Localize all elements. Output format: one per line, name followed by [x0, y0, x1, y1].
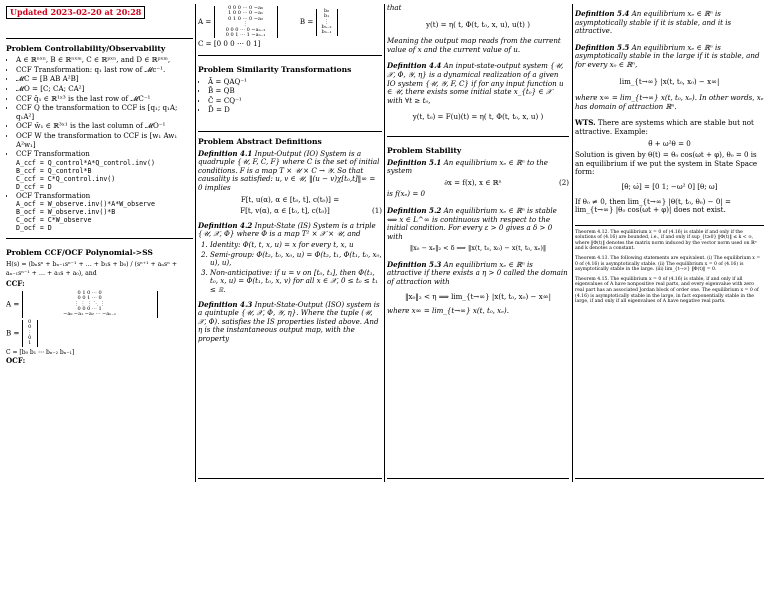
definition-5-3: [387, 261, 569, 287]
text-that: that: [387, 4, 402, 12]
column-2: [198, 4, 382, 482]
equation-stability: ‖x₀ − xₑ‖₂ < δ ⟹ ‖x(t, t₀, x₀) − x(t, t₀, xₑ)‖: [409, 244, 547, 253]
column-4: [575, 4, 764, 482]
definition-heading: Definition 5.2: [387, 205, 442, 215]
controllability-list: [6, 56, 193, 232]
where-text: where x∞ = lim_{t→∞} x(t, t₀, xₑ). In other words, xₑ has domain of attraction ℝⁿ.: [575, 93, 764, 111]
column-divider: [195, 4, 196, 482]
definition-body: An equilibrium xₑ ∈ ℝⁿ is stable ⟺ x ∈ L^∞ is continuous with respect to the initial condition. For every ε > 0 gives a δ > 0 with: [387, 205, 557, 241]
ocf-b-matrix: b₀ b₁ ⋮ bₙ₋₂ bₙ₋₁: [316, 9, 338, 36]
list-item: • D̄ = D: [208, 106, 382, 115]
definition-4-4: [387, 62, 569, 105]
list-item: 2. Semi-group: Φ(t₂, t₀, x₀, u) = Φ(t₂, t₁, Φ(t₁, t₀, x₀, u), u),: [210, 251, 382, 268]
nonexistence-text: If θ₀ ≠ 0, then lim_{t→∞} |θ(t, t₀, θ₀) − 0| = lim_{t→∞} |θ₀ cos(ωt + φ)| does not exist.: [575, 196, 731, 215]
column-divider: [384, 4, 385, 482]
section-rule: [6, 238, 193, 239]
list-item: 3. Non-anticipative: if u = v on [t₀, t₁], then Φ(t₁, t₀, x, u) = Φ(t₁, t₀, x, v) for all x ∈ 𝒳, 0 ≤ t₀ ≤ t₁ ≤ ℝ.: [210, 269, 382, 295]
section-rule: [387, 136, 569, 137]
ocf-ab-matrices: [198, 6, 382, 38]
section-rule: [575, 225, 764, 226]
definition-heading: Definition 5.1: [387, 157, 442, 167]
equation-body: ∂x = f(x), x ∈ ℝⁿ: [444, 177, 502, 187]
section-rule: [198, 55, 382, 56]
list-item: • 𝓜O = [C; CA; CA²]: [16, 85, 193, 94]
meaning-text: Meaning the output map reads from the current value of x and the current value of u.: [387, 36, 561, 54]
column-divider: [572, 4, 573, 482]
definition-body: Input-State-Output (ISO) system is a quintuple {𝒰, 𝒳, Φ, 𝒴, η}. Where the tuple (𝒰, 𝒳, Φ). satisfies the IS properties listed above. And η is the instantaneous output map, with the property: [198, 299, 380, 343]
ccf-c-row: C = [b₀ b₁ ⋯ bₙ₋₂ bₙ₋₁]: [6, 348, 75, 356]
definition-body: An input-state-output system {𝒰, 𝒳, Φ, 𝒴, η} is a dynamical realization of a given IO system {𝒰, 𝒴, F, C} if for any input function u ∈ 𝒰, there exists some initial state x_{t₀} ∈ 𝒳 with ∀t ≥ t₀,: [387, 61, 564, 105]
equation-tag: (1): [371, 206, 382, 216]
list-item: • A ∈ ℝⁿˣⁿ, B ∈ ℝⁿˣᵐ, C ∈ ℝᵖˣⁿ, and D ∈ ℝᵖˣᵐ,: [16, 56, 193, 65]
list-item: • Ā = QAQ⁻¹: [208, 78, 382, 87]
column-3: [387, 4, 569, 482]
equation-body: F[t, v(α), α ∈ [t₀, t], c(t₀)]: [240, 206, 330, 216]
where-text: where x∞ = lim_{t→∞} x(t, t₀, xₑ).: [387, 306, 509, 316]
definition-5-5: [575, 44, 764, 70]
equation-attractive: ‖x₀‖₂ < η ⟹ lim_{t→∞} |x(t, t₀, x₀) − x∞|: [404, 291, 552, 301]
list-item: [16, 150, 193, 191]
wts-body: There are systems which are stable but not attractive. Example:: [575, 118, 754, 136]
definition-body: Input-Output (IO) System is a quadruple {𝒰, F, C, F} where C is the set of initial conditions. F is a map T × 𝒰 × C → 𝒴. So that causality is satisfied: u, v ∈ 𝒰, ‖(u − v)χ[t₀,t]‖∞ = 0 implies: [198, 148, 380, 192]
list-item: • CCF Transformation: q₁ last row of 𝓜c⁻¹.: [16, 66, 193, 75]
list-item: • CCF q̄₁ ∈ ℝ¹ˣ³ is the last row of 𝓜C⁻¹: [16, 95, 193, 104]
b-matrix-label: B =: [6, 328, 20, 338]
ocf-code-block: A_ocf = W_observe.inv()*A*W_observe B_ocf = W_observe.inv()*B C_ocf = C*W_observe D_ocf = D: [16, 200, 155, 233]
wts-paragraph: [575, 119, 764, 136]
definition-heading: Definition 5.3: [387, 259, 442, 269]
definition-5-4: [575, 10, 764, 36]
definition-body: An equilibrium xₑ ∈ ℝⁿ is attractive if there exists a η > 0 called the domain of attraction with: [387, 259, 568, 287]
definition-4-3: [198, 301, 382, 344]
ccf-b-matrix: 0 0 ⋮ 0 1: [22, 320, 38, 347]
definition-heading: Definition 4.3: [198, 299, 253, 309]
wts-label: WTS.: [575, 118, 596, 128]
list-item: • CCF Q the transformation to CCF is [q₁; q₁A; q₁A²]: [16, 104, 193, 121]
definition-heading: Definition 5.5: [575, 42, 630, 52]
definition-5-1: [387, 159, 569, 176]
list-item: • OCF w̄₁ ∈ ℝ³ˣ¹ is the last column of 𝓜O⁻¹: [16, 122, 193, 131]
list-item: • C̄ = CQ⁻¹: [208, 97, 382, 106]
list-item: • B̄ = QB: [208, 87, 382, 96]
section-title-controllability: Problem Controllability/Observability: [6, 43, 166, 53]
definition-5-2: [387, 207, 569, 241]
definition-body: An equilibrium xₑ ∈ ℝⁿ is asymptotically stable in the large if it is stable, and for every x₀ ∈ ℝⁿ,: [575, 42, 760, 69]
ccf-a-matrix-row: [6, 291, 193, 318]
section-title-abstract: Problem Abstract Definitions: [198, 137, 322, 146]
equation-oscillator: θ̈ + ω²θ = 0: [648, 138, 691, 148]
equation-1: [198, 207, 382, 216]
ocf-label: OCF:: [6, 356, 26, 366]
ccf-label: CCF:: [6, 279, 25, 289]
definition-body: An equilibrium xₑ ∈ ℝⁿ is asymptotically stable if it is stable, and it is attractive.: [575, 9, 732, 36]
ccf-a-matrix: 0 1 0 ⋯ 0 0 0 1 ⋯ 0 ⋮ ⋮ ⋮ ⋱ ⋮ 0 0 0 ⋯ 1 −a₀ −a₁ −a₂ ⋯ −aₙ₋₁: [22, 291, 158, 318]
updated-badge: Updated 2023-02-20 at 20:28: [6, 6, 145, 19]
definition-heading: Definition 4.1: [198, 148, 253, 158]
equation-realization: y(t, t₀) = F(u)(t) = η( t, Φ(t, t₀, x, u) ): [412, 112, 544, 122]
definition-heading: Definition 4.4: [387, 61, 442, 71]
definition-body: An equilibrium xₑ ∈ ℝⁿ to the system: [387, 157, 548, 176]
ccf-transform-title: CCF Transformation: [16, 149, 90, 159]
definition-5-1-tail: is f(xₑ) = 0: [387, 189, 426, 199]
definition-body: Input-State (IS) System is a triple {𝒰, 𝒳, Φ} where Φ is a map T² × 𝒳 × 𝒰, and: [198, 220, 376, 239]
ocf-c-row: C = [0 0 0 ⋯ 0 1]: [198, 39, 261, 49]
section-rule: [6, 38, 193, 39]
equation-limit: lim_{t→∞} |x(t, t₀, x₀) − x∞|: [619, 76, 720, 86]
solution-text: Solution is given by θ(t) = θ₀ cos(ωt + φ), θ₀ = 0 is an equilibrium if we put the system in State Space form:: [575, 150, 758, 177]
definition-heading: Definition 5.4: [575, 9, 630, 18]
list-item: • 𝓜C = [B AB A²B]: [16, 75, 193, 84]
list-item: • OCF W the transformation to CCF is [w₁ Aw₁ A²w₁]: [16, 132, 193, 149]
section-title-stability: Problem Stability: [387, 145, 462, 155]
a-matrix-label: A =: [198, 17, 212, 27]
list-item: 1. Identity: Φ(t, t, x, u) = x for every t, x, u: [210, 241, 382, 250]
equation-state-space: [θ̇; ω̇] = [0 1; −ω² 0] [θ; ω]: [621, 181, 718, 191]
definition-4-2: [198, 222, 382, 239]
ccf-code-block: A_ccf = Q_control*A*Q_control.inv() B_ccf = Q_control*B C_ccf = C*Q_control.inv() D_ccf = D: [16, 158, 155, 191]
ocf-a-matrix: 0 0 0 ⋯ 0 −a₀ 1 0 0 ⋯ 0 −a₁ 0 1 0 ⋯ 0 −a₂ ⋮ 0 0 0 ⋯ 0 −aₙ₋₂ 0 0 1 ⋯ 1 −aₙ₋₁: [214, 6, 278, 38]
a-matrix-label: A =: [6, 299, 20, 309]
section-rule: [198, 131, 382, 132]
theorem-4-15: Theorem 4.15. The equilibrium x = 0 of (4.16) is stable, if and only if all eigenvalues of A have nonpositive real parts, and every eigenvalue with zero real part has an associated Jordan block of order one. The equilibrium x = 0 of (4.16) is asymptotically stable in the large, in fact exponentially stable in the large, if and only if all eigenvalues of A have negative real parts.: [575, 276, 759, 305]
definition-heading: Definition 4.2: [198, 220, 253, 230]
equation-2: [387, 179, 569, 188]
equation-output-map: y(t) = η( t, Φ(t, t₀, x, u), u(t) ): [426, 19, 530, 29]
section-title-polynomial: Problem CCF/OCF Polynomial->SS: [6, 248, 153, 258]
equation: F[t, u(α), α ∈ [t₀, t], c(t₀)] =: [240, 194, 340, 204]
ocf-transform-title: OCF Transformation: [16, 190, 91, 200]
transfer-function: H(s) = (bₙsⁿ + bₙ₋₁sⁿ⁻¹ + … + b₁s + b₀) / (sⁿ⁺¹ + aₙsⁿ + aₙ₋₁sⁿ⁻¹ + … + a₁s + a₀), and: [6, 260, 178, 277]
is-properties-list: [198, 241, 382, 295]
theorem-4-12: Theorem 4.12. The equilibrium x = 0 of (4.16) is stable if and only if the solutions of (4.16) are bounded, i.e., if and only if sup_{t≥0} ‖Φ(t)‖ ≤ k < ∞, where ‖Φ(t)‖ denotes the matrix norm induced by the vector norm used on ℝⁿ and k denotes a constant.: [575, 229, 757, 252]
definition-4-1: [198, 150, 382, 193]
equation-tag: (2): [558, 177, 569, 187]
ccf-b-matrix-row: [6, 320, 193, 347]
column-1: [6, 4, 193, 482]
section-title-similarity: Problem Similarity Transformations: [198, 65, 352, 75]
similarity-list: [198, 78, 382, 115]
theorem-4-13: Theorem 4.13. The following statements are equivalent. (i) The equilibrium x = 0 of (4.16) is asymptotically stable. (ii) The equilibrium x = 0 of (4.16) is asymptotically stable in the large. (iii) lim_{t→∞} ‖Φ(t)‖ = 0.: [575, 256, 761, 273]
b-matrix-label: B =: [299, 17, 314, 27]
list-item: [16, 192, 193, 233]
